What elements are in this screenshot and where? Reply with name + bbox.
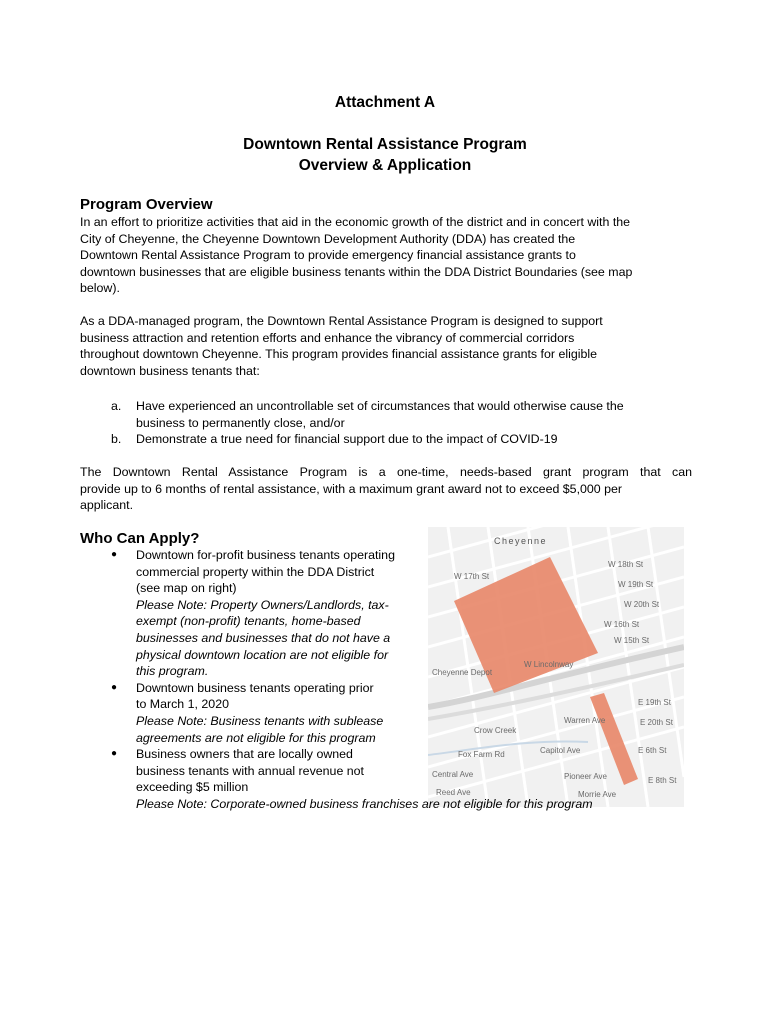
map-street-label: W 19th St bbox=[618, 580, 654, 589]
list-item-text: business to permanently close, and/or bbox=[136, 415, 345, 430]
list-item-text: Demonstrate a true need for financial support due to the impact of COVID-19 bbox=[136, 432, 558, 447]
list-item bbox=[111, 547, 421, 680]
list-item-text: commercial property within the DDA District bbox=[136, 564, 375, 579]
bullet-icon: ● bbox=[111, 681, 118, 693]
overview-paragraph-1 bbox=[80, 214, 692, 297]
program-overview-heading: Program Overview bbox=[80, 196, 213, 213]
map-street-label: E 6th St bbox=[638, 746, 667, 755]
map-street-label: Capitol Ave bbox=[540, 746, 581, 755]
text-line: below). bbox=[80, 281, 120, 296]
list-item bbox=[111, 431, 696, 448]
eligibility-note: Please Note: Corporate-owned business franchises are not eligible for this program bbox=[136, 796, 593, 811]
map-street-label: Warren Ave bbox=[564, 716, 606, 725]
eligibility-note: physical downtown location are not eligible for bbox=[136, 647, 389, 662]
overview-paragraph-2 bbox=[80, 313, 692, 379]
map-street-label: W 17th St bbox=[454, 572, 490, 581]
map-street-label: W Lincolnway bbox=[524, 660, 574, 669]
overview-paragraph-3 bbox=[80, 464, 692, 514]
map-street-label: W 20th St bbox=[624, 600, 660, 609]
map-street-label: E 8th St bbox=[648, 776, 677, 785]
list-item-text: (see map on right) bbox=[136, 581, 237, 596]
bullet-icon: ● bbox=[111, 748, 118, 760]
map-street-label: Fox Farm Rd bbox=[458, 750, 505, 759]
list-marker: a. bbox=[111, 399, 122, 413]
bullet-icon: ● bbox=[111, 549, 118, 560]
eligibility-note: exempt (non-profit) tenants, home-based bbox=[136, 614, 361, 629]
text-line: provide up to 6 months of rental assistance, with a maximum grant award not to exceed $5,000 per bbox=[80, 481, 623, 496]
map-street-label: W 16th St bbox=[604, 620, 640, 629]
map-street-label: W 18th St bbox=[608, 560, 644, 569]
list-item-text: exceeding $5 million bbox=[136, 780, 249, 795]
list-item-text: to March 1, 2020 bbox=[136, 697, 229, 712]
list-marker: b. bbox=[111, 432, 122, 447]
text-line: throughout downtown Cheyenne. This program provides financial assistance grants for eligible bbox=[80, 347, 598, 362]
text-line: As a DDA-managed program, the Downtown Rental Assistance Program is designed to support bbox=[80, 314, 603, 328]
eligibility-note: Please Note: Business tenants with sublease bbox=[136, 713, 384, 728]
list-item-text: Downtown business tenants operating prior bbox=[136, 680, 374, 695]
text-line: In an effort to prioritize activities that aid in the economic growth of the district and in concert with the bbox=[80, 215, 631, 229]
text-line: City of Cheyenne, the Cheyenne Downtown Development Authority (DDA) has created the bbox=[80, 231, 576, 246]
eligibility-note: Please Note: Property Owners/Landlords, tax- bbox=[136, 597, 389, 612]
text-line: applicant. bbox=[80, 498, 134, 513]
list-item-text: Business owners that are locally owned bbox=[136, 747, 353, 762]
map-street-label: Reed Ave bbox=[436, 788, 471, 797]
page-title: Downtown Rental Assistance Program bbox=[243, 136, 527, 153]
eligibility-note: agreements are not eligible for this program bbox=[136, 730, 376, 745]
text-line: business attraction and retention efforts and enhance the vibrancy of commercial corridors bbox=[80, 330, 575, 345]
attachment-heading: Attachment A bbox=[334, 94, 436, 111]
map-street-label: W 15th St bbox=[614, 636, 650, 645]
text-line: The Downtown Rental Assistance Program is a one-time, needs-based grant program that can bbox=[80, 465, 692, 479]
list-item bbox=[111, 398, 696, 431]
map-city-label: Cheyenne bbox=[494, 536, 548, 546]
list-item-text: business tenants with annual revenue not bbox=[136, 763, 365, 778]
list-item-text: Downtown for-profit business tenants operating bbox=[136, 548, 395, 562]
who-can-apply-heading: Who Can Apply? bbox=[80, 530, 200, 547]
map-street-label: Crow Creek bbox=[474, 726, 517, 735]
list-item bbox=[111, 680, 421, 746]
map-street-label: Pioneer Ave bbox=[564, 772, 607, 781]
text-line: Downtown Rental Assistance Program to provide emergency financial assistance grants to bbox=[80, 248, 576, 263]
eligibility-list bbox=[111, 398, 696, 448]
map-street-label: Central Ave bbox=[432, 770, 474, 779]
text-line: downtown businesses that are eligible business tenants within the DDA District Boundaries (see map bbox=[80, 264, 633, 279]
eligibility-note: this program. bbox=[136, 664, 209, 679]
page-subtitle: Overview & Application bbox=[298, 157, 472, 174]
eligibility-note: businesses and businesses that do not have a bbox=[136, 630, 391, 645]
list-item-text: Have experienced an uncontrollable set of circumstances that would otherwise cause the bbox=[136, 399, 624, 413]
map-street-label: Morrie Ave bbox=[578, 790, 617, 799]
text-line: downtown business tenants that: bbox=[80, 363, 260, 378]
map-street-label: E 19th St bbox=[638, 698, 671, 707]
map-street-label: Cheyenne Depot bbox=[432, 668, 493, 677]
map-street-label: E 20th St bbox=[640, 718, 673, 727]
